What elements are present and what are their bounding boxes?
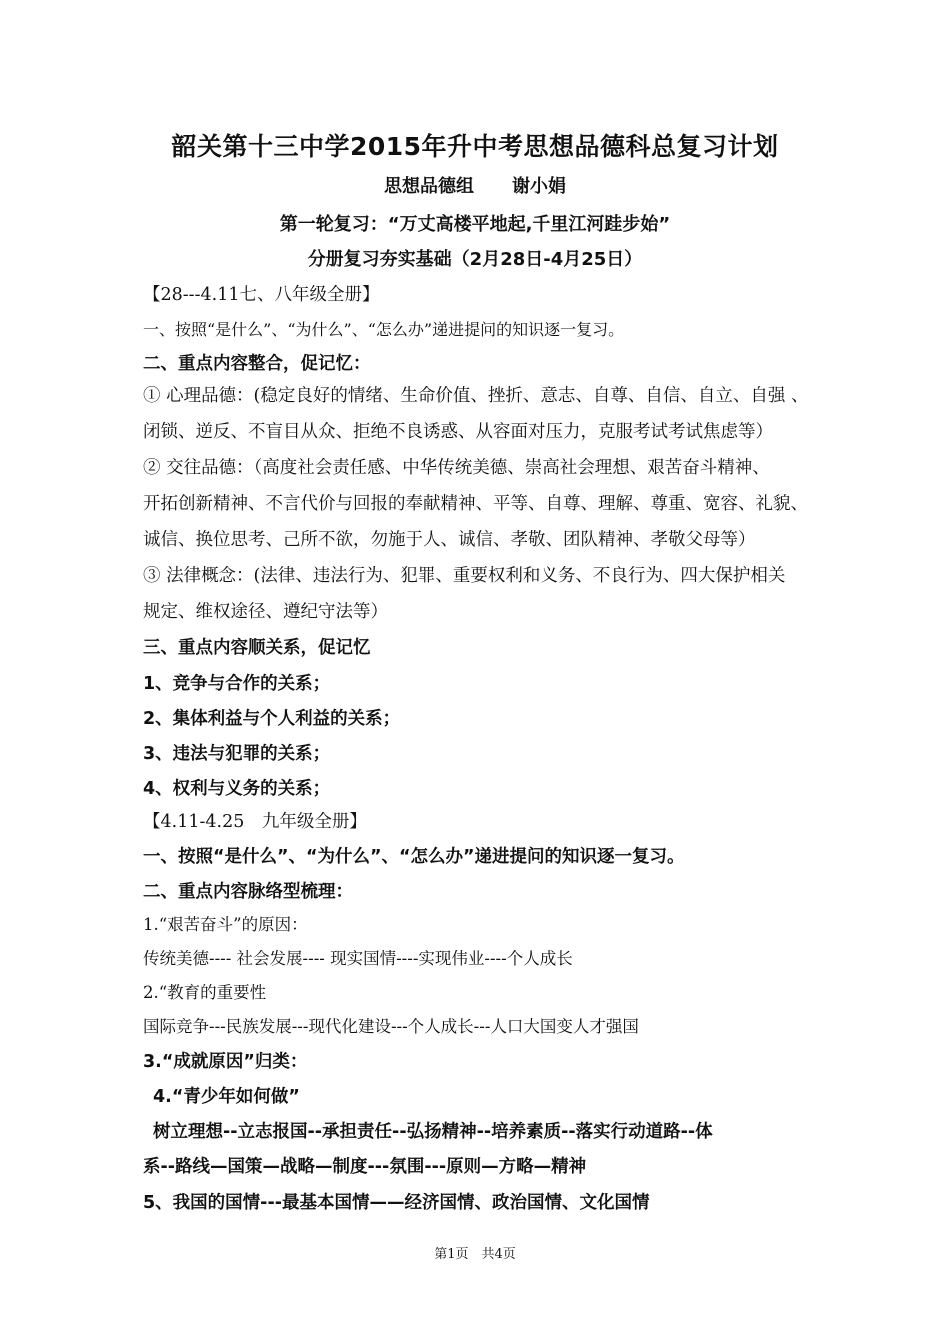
relation-4: 4、权利与义务的关系； bbox=[143, 779, 331, 799]
author-group: 思想品德组 bbox=[384, 176, 474, 197]
relation-3: 3、违法与犯罪的关系； bbox=[143, 744, 331, 764]
part1-item2: 二、重点内容整合，促记忆： bbox=[143, 354, 371, 374]
social-line-2: 开拓创新精神、不言代价与回报的奉献精神、平等、自尊、理解、尊重、宽容、礼貌、 bbox=[143, 494, 808, 514]
part1-item1: 一、按照“是什么”、“为什么”、“怎么办”递进提问的知识逐一复习。 bbox=[143, 320, 625, 339]
point4-heading: 4.“青少年如何做” bbox=[153, 1087, 300, 1107]
author-name: 谢小娟 bbox=[512, 176, 566, 197]
point4-body-1: 树立理想--立志报国--承担责任--弘扬精神--培养素质--落实行动道路--体 bbox=[153, 1122, 713, 1142]
part2-item2: 二、重点内容脉络型梳理： bbox=[143, 882, 353, 902]
page-footer: 第1页 共4页 bbox=[434, 1247, 516, 1262]
document-title: 韶关第十三中学2015年升中考思想品德科总复习计划 bbox=[171, 132, 779, 161]
point4-body-2: 系--路线—国策—战略—制度---氛围---原则—方略—精神 bbox=[143, 1157, 587, 1177]
relation-1: 1、竞争与合作的关系； bbox=[143, 674, 331, 694]
psych-line-1: ① 心理品德：(稳定良好的情绪、生命价值、挫折、意志、自尊、自信、自立、自强 、 bbox=[143, 386, 809, 406]
relation-2: 2、集体利益与个人利益的关系； bbox=[143, 709, 401, 729]
part1-range: 【28---4.11七、八年级全册】 bbox=[143, 285, 380, 305]
law-line-1: ③ 法律概念：(法律、违法行为、犯罪、重要权利和义务、不良行为、四大保护相关 bbox=[143, 566, 786, 586]
point5: 5、我国的国情---最基本国情——经济国情、政治国情、文化国情 bbox=[143, 1193, 650, 1213]
law-line-2: 规定、维权途径、遵纪守法等） bbox=[143, 602, 388, 622]
author-line bbox=[0, 175, 950, 199]
point1-body: 传统美德---- 社会发展---- 现实国情----实现伟业----个人成长 bbox=[143, 949, 573, 968]
point2-body: 国际竞争---民族发展---现代化建设---个人成长---人口大国变人才强国 bbox=[143, 1017, 639, 1036]
point2-heading: 2.“教育的重要性 bbox=[143, 983, 267, 1002]
part2-item1: 一、按照“是什么”、“为什么”、“怎么办”递进提问的知识逐一复习。 bbox=[143, 847, 685, 867]
round1-heading: 第一轮复习：“万丈高楼平地起,千里江河跬步始” bbox=[279, 214, 671, 235]
part1-item3: 三、重点内容顺关系，促记忆 bbox=[143, 638, 371, 658]
point3-heading: 3.“成就原因”归类： bbox=[143, 1052, 308, 1072]
social-line-3: 诚信、换位思考、己所不欲，勿施于人、诚信、孝敬、团队精神、孝敬父母等） bbox=[143, 530, 756, 550]
point1-heading: 1.“艰苦奋斗”的原因： bbox=[143, 915, 308, 934]
psych-line-2: 闭锁、逆反、不盲目从众、拒绝不良诱惑、从容面对压力，克服考试考试焦虑等） bbox=[143, 422, 773, 442]
round1-subheading: 分册复习夯实基础（2月28日-4月25日） bbox=[307, 249, 643, 270]
social-line-1: ② 交往品德：（高度社会责任感、中华传统美德、崇高社会理想、艰苦奋斗精神、 bbox=[143, 458, 770, 478]
part2-range: 【4.11-4.25 九年级全册】 bbox=[143, 812, 367, 832]
